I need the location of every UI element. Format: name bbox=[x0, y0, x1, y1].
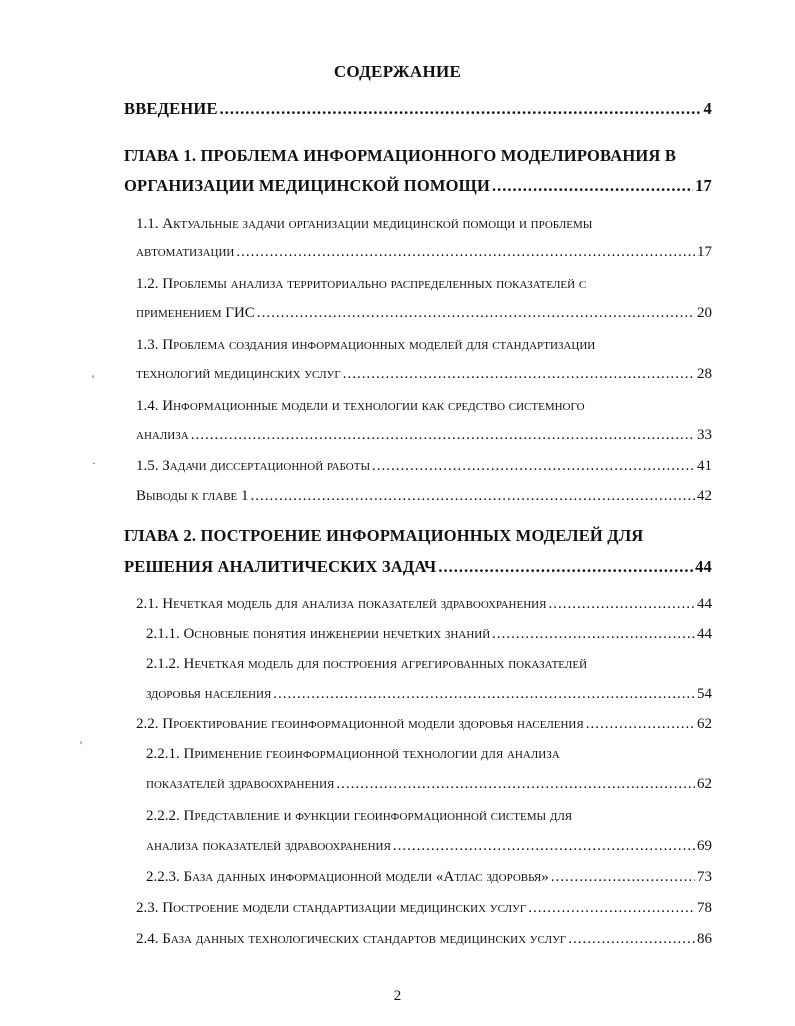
toc-entry-text: 2.2.3. База данных информационной модели «Атлас здоровья» bbox=[146, 869, 549, 885]
toc-page-number: 44 bbox=[697, 596, 712, 612]
toc-page-number: 69 bbox=[697, 838, 712, 854]
toc-entry-1-2-line1[interactable]: 1.2. Проблемы анализа территориально распределенных показателей с bbox=[136, 276, 587, 292]
page-number: 2 bbox=[393, 988, 402, 1004]
toc-entry-1-1[interactable] bbox=[136, 244, 712, 261]
leader-dots bbox=[251, 488, 695, 505]
toc-entry-intro[interactable] bbox=[124, 99, 712, 119]
toc-page-number: 44 bbox=[695, 557, 712, 576]
leader-dots bbox=[492, 626, 695, 643]
scan-speck: ' bbox=[92, 372, 95, 386]
leader-dots bbox=[236, 244, 695, 261]
toc-page-number: 17 bbox=[697, 244, 712, 260]
toc-page-number: 17 bbox=[695, 176, 712, 195]
leader-dots bbox=[492, 176, 693, 196]
toc-entry-1-4[interactable] bbox=[136, 427, 712, 444]
toc-entry-1-1-line1[interactable]: 1.1. Актуальные задачи организации медицинской помощи и проблемы bbox=[136, 216, 593, 232]
toc-entry-1-3[interactable] bbox=[136, 366, 712, 383]
toc-entry-ch1-line1[interactable]: ГЛАВА 1. ПРОБЛЕМА ИНФОРМАЦИОННОГО МОДЕЛИРОВАНИЯ В bbox=[124, 146, 677, 165]
toc-entry-text: анализа bbox=[136, 427, 189, 443]
toc-page-number: 4 bbox=[703, 99, 712, 118]
leader-dots bbox=[336, 776, 695, 793]
toc-entry-2-1-1[interactable] bbox=[146, 626, 712, 643]
toc-entry-1-2[interactable] bbox=[136, 305, 712, 322]
leader-dots bbox=[220, 99, 702, 119]
toc-entry-2-3[interactable] bbox=[136, 900, 712, 917]
toc-entry-2-2-1[interactable] bbox=[146, 776, 712, 793]
toc-entry-text: 1.5. Задачи диссертационной работы bbox=[136, 458, 371, 474]
toc-page-number: 44 bbox=[697, 626, 712, 642]
toc-entry-1-4-line1[interactable]: 1.4. Информационные модели и технологии как средство системного bbox=[136, 398, 585, 414]
toc-entry-2-2-2[interactable] bbox=[146, 838, 712, 855]
toc-entry-text: ВВЕДЕНИЕ bbox=[124, 99, 218, 118]
leader-dots bbox=[528, 900, 695, 917]
toc-entry-conclusions-1[interactable] bbox=[136, 488, 712, 505]
toc-entry-text: 2.2. Проектирование геоинформационной модели здоровья населения bbox=[136, 716, 584, 732]
toc-entry-2-2[interactable] bbox=[136, 716, 712, 733]
toc-entry-text: показателей здравоохранения bbox=[146, 776, 335, 792]
toc-page-number: 86 bbox=[697, 931, 712, 947]
toc-entry-2-1-2-line1[interactable]: 2.1.2. Нечеткая модель для построения агрегированных показателей bbox=[146, 656, 588, 672]
toc-page-number: 78 bbox=[697, 900, 712, 916]
toc-page-number: 20 bbox=[697, 305, 712, 321]
toc-entry-text: технологий медицинских услуг bbox=[136, 366, 341, 382]
toc-entry-text: Выводы к главе 1 bbox=[136, 488, 249, 504]
toc-entry-2-2-1-line1[interactable]: 2.2.1. Применение геоинформационной технологии для анализа bbox=[146, 746, 560, 762]
toc-entry-text: РЕШЕНИЯ АНАЛИТИЧЕСКИХ ЗАДАЧ bbox=[124, 557, 437, 576]
toc-entry-2-1-2[interactable] bbox=[146, 686, 712, 703]
leader-dots bbox=[568, 931, 695, 948]
toc-entry-2-4[interactable] bbox=[136, 931, 712, 948]
leader-dots bbox=[191, 427, 695, 444]
page-title: СОДЕРЖАНИЕ bbox=[333, 62, 462, 81]
toc-entry-ch2[interactable] bbox=[124, 557, 712, 577]
toc-page-number: 41 bbox=[697, 458, 712, 474]
leader-dots bbox=[273, 686, 695, 703]
toc-page-number: 42 bbox=[697, 488, 712, 504]
leader-dots bbox=[548, 596, 695, 613]
toc-entry-2-1[interactable] bbox=[136, 596, 712, 613]
leader-dots bbox=[343, 366, 695, 383]
toc-entry-text: ОРГАНИЗАЦИИ МЕДИЦИНСКОЙ ПОМОЩИ bbox=[124, 176, 491, 195]
toc-entry-ch2-line1[interactable]: ГЛАВА 2. ПОСТРОЕНИЕ ИНФОРМАЦИОННЫХ МОДЕЛЕЙ ДЛЯ bbox=[124, 526, 644, 545]
leader-dots bbox=[257, 305, 695, 322]
toc-page-number: 28 bbox=[697, 366, 712, 382]
toc-page-number: 62 bbox=[697, 776, 712, 792]
toc-entry-text: автоматизации bbox=[136, 244, 235, 260]
toc-entry-2-2-3[interactable] bbox=[146, 869, 712, 886]
leader-dots bbox=[551, 869, 695, 886]
toc-page-number: 73 bbox=[697, 869, 712, 885]
toc-entry-text: 2.1. Нечеткая модель для анализа показателей здравоохранения bbox=[136, 596, 547, 612]
toc-entry-2-2-2-line1[interactable]: 2.2.2. Представление и функции геоинформационной системы для bbox=[146, 808, 573, 824]
toc-entry-text: 2.4. База данных технологических стандартов медицинских услуг bbox=[136, 931, 567, 947]
leader-dots bbox=[372, 458, 695, 475]
toc-entry-text: 2.1.1. Основные понятия инженерии нечетких знаний bbox=[146, 626, 491, 642]
scan-speck: · bbox=[92, 456, 96, 470]
toc-entry-1-3-line1[interactable]: 1.3. Проблема создания информационных моделей для стандартизации bbox=[136, 337, 596, 353]
toc-entry-text: здоровья населения bbox=[146, 686, 272, 702]
toc-entry-1-5[interactable] bbox=[136, 458, 712, 475]
toc-page-number: 54 bbox=[697, 686, 712, 702]
toc-entry-text: 2.3. Построение модели стандартизации медицинских услуг bbox=[136, 900, 527, 916]
toc-entry-ch1[interactable] bbox=[124, 176, 712, 196]
leader-dots bbox=[393, 838, 695, 855]
toc-page-number: 62 bbox=[697, 716, 712, 732]
leader-dots bbox=[586, 716, 695, 733]
toc-entry-text: анализа показателей здравоохранения bbox=[146, 838, 391, 854]
toc-page-number: 33 bbox=[697, 427, 712, 443]
toc-entry-text: применением ГИС bbox=[136, 305, 255, 321]
scan-speck: ' bbox=[80, 738, 83, 752]
leader-dots bbox=[438, 557, 693, 577]
